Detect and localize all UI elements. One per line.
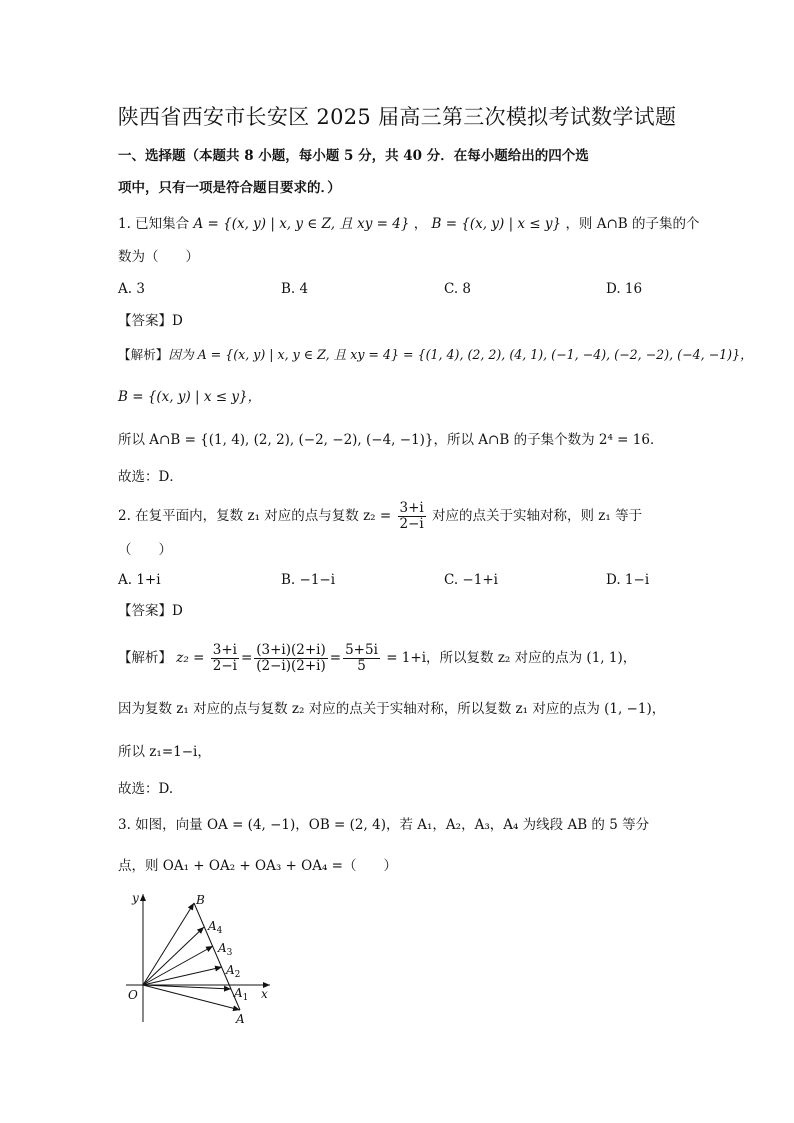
q1-solution-text1: 因为 A = {(x, y) | x, y ∈ Z, 且 xy = 4} = {(1, 4), (2, 2), (4, 1), (−1, −4), (−2, −2), (−4, −1)}， [168,347,753,362]
label-y: y [132,891,139,905]
q2-stem-line2: （ ） [118,542,172,558]
q2-fraction-num: 3+i [399,500,424,516]
label-a: A [236,1012,245,1026]
q1-ask: ，则 A∩B 的子集的个 [565,216,700,232]
q2-solution-tail: = 1+i，所以复数 z₂ 对应的点为 (1, 1)， [386,650,637,666]
q2-solution-frac1 [211,643,239,674]
q2-solution-frac2 [254,643,328,674]
q2-answer: 【答案】D [118,603,183,619]
q1-solution-line1 [118,345,753,365]
q2-fraction [398,501,426,532]
label-a4: $A_4$ [208,919,223,936]
label-x: x [261,987,268,1001]
q1-prefix: 1. 已知集合 [118,216,190,232]
label-o: O [128,988,138,1002]
q2-solution-frac2-den: (2−i)(2+i) [256,658,326,674]
q3-stem-line1: 3. 如图，向量 OA = (4, −1)，OB = (2, 4)，若 A₁，A₂，A₃，A₄ 为线段 AB 的 5 等分 [118,817,650,833]
q2-solution-frac3-num: 5+5i [345,642,378,658]
label-a2: $A_2$ [226,963,241,980]
q1-solution-line3: 所以 A∩B = {(1, 4), (2, 2), (−2, −2), (−4, −1)}，所以 A∩B 的子集个数为 2⁴ = 16． [118,432,664,448]
q2-prefix: 2. 在复平面内，复数 z₁ 对应的点与复数 z₂ = [118,508,392,524]
section-heading-line2: 项中，只有一项是符合题目要求的．） [118,180,341,196]
q2-option-a: A. 1+i [118,572,161,588]
q1-option-a: A. 3 [118,281,145,297]
q1-solution-line2: B = {(x, y) | x ≤ y}， [118,389,262,405]
q2-suffix: 对应的点关于实轴对称，则 z₁ 等于 [432,508,643,524]
q2-solution-label: 【解析】 [118,650,172,666]
q2-solution-frac1-num: 3+i [212,642,237,658]
q1-answer: 【答案】D [118,313,183,329]
label-b: B [196,893,205,907]
page-title: 陕西省西安市长安区 2025 届高三第三次模拟考试数学试题 [117,105,677,129]
q2-solution-frac3 [343,643,380,674]
vector-oa2 [143,967,222,985]
q1-conclusion: 故选：D． [118,469,183,485]
q2-option-b: B. −1−i [281,572,336,588]
q1-option-b: B. 4 [281,281,309,297]
q1-option-d: D. 16 [606,281,643,297]
q2-solution-frac1-den: 2−i [212,658,237,674]
q1-sep: ， [413,216,428,232]
q2-solution-frac2-num: (3+i)(2+i) [256,642,326,658]
q2-fraction-den: 2−i [399,516,424,532]
vector-diagram [118,886,288,1026]
q1-set-a: A = {(x, y) | x, y ∈ Z, 且 xy = 4} [193,216,410,232]
q2-option-d: D. 1−i [606,572,650,588]
q2-stem-line1 [118,501,642,532]
q2-option-c: C. −1+i [444,572,498,588]
q2-solution-line3: 所以 z₁=1−i， [118,744,211,760]
q2-solution-line1: 【解析】 z₂ = $\frac{3+i}{2-i}$ = $\frac{(3+i)(2+i)}{(2-i)(2+i)}$ = $\frac{5+5i}{5}$ = 1+i，所以复数 z₂ 对应的点为 (1, 1)， [118,642,637,674]
q2-solution-z: z₂ = [176,650,205,666]
q2-solution-frac3-den: 5 [357,658,366,674]
q1-solution-label: 【解析】 [118,347,169,362]
q1-stem-line1 [118,214,700,234]
q2-solution-line2: 因为复数 z₁ 对应的点与复数 z₂ 对应的点关于实轴对称，所以复数 z₁ 对应的点为 (1, −1)， [118,701,666,717]
q1-stem-line2: 数为（ ） [118,249,199,265]
q1-set-b: B = {(x, y) | x ≤ y} [431,216,562,232]
q1-option-c: C. 8 [444,281,472,297]
q3-stem-line2: 点，则 OA₁ + OA₂ + OA₃ + OA₄ =（ ） [118,858,397,874]
label-a3: $A_3$ [218,941,233,958]
section-heading-line1: 一、选择题（本题共 8 小题，每小题 5 分，共 40 分．在每小题给出的四个选 [118,148,589,164]
q2-conclusion: 故选：D. [118,781,174,797]
label-a1: $A_1$ [234,986,249,1003]
